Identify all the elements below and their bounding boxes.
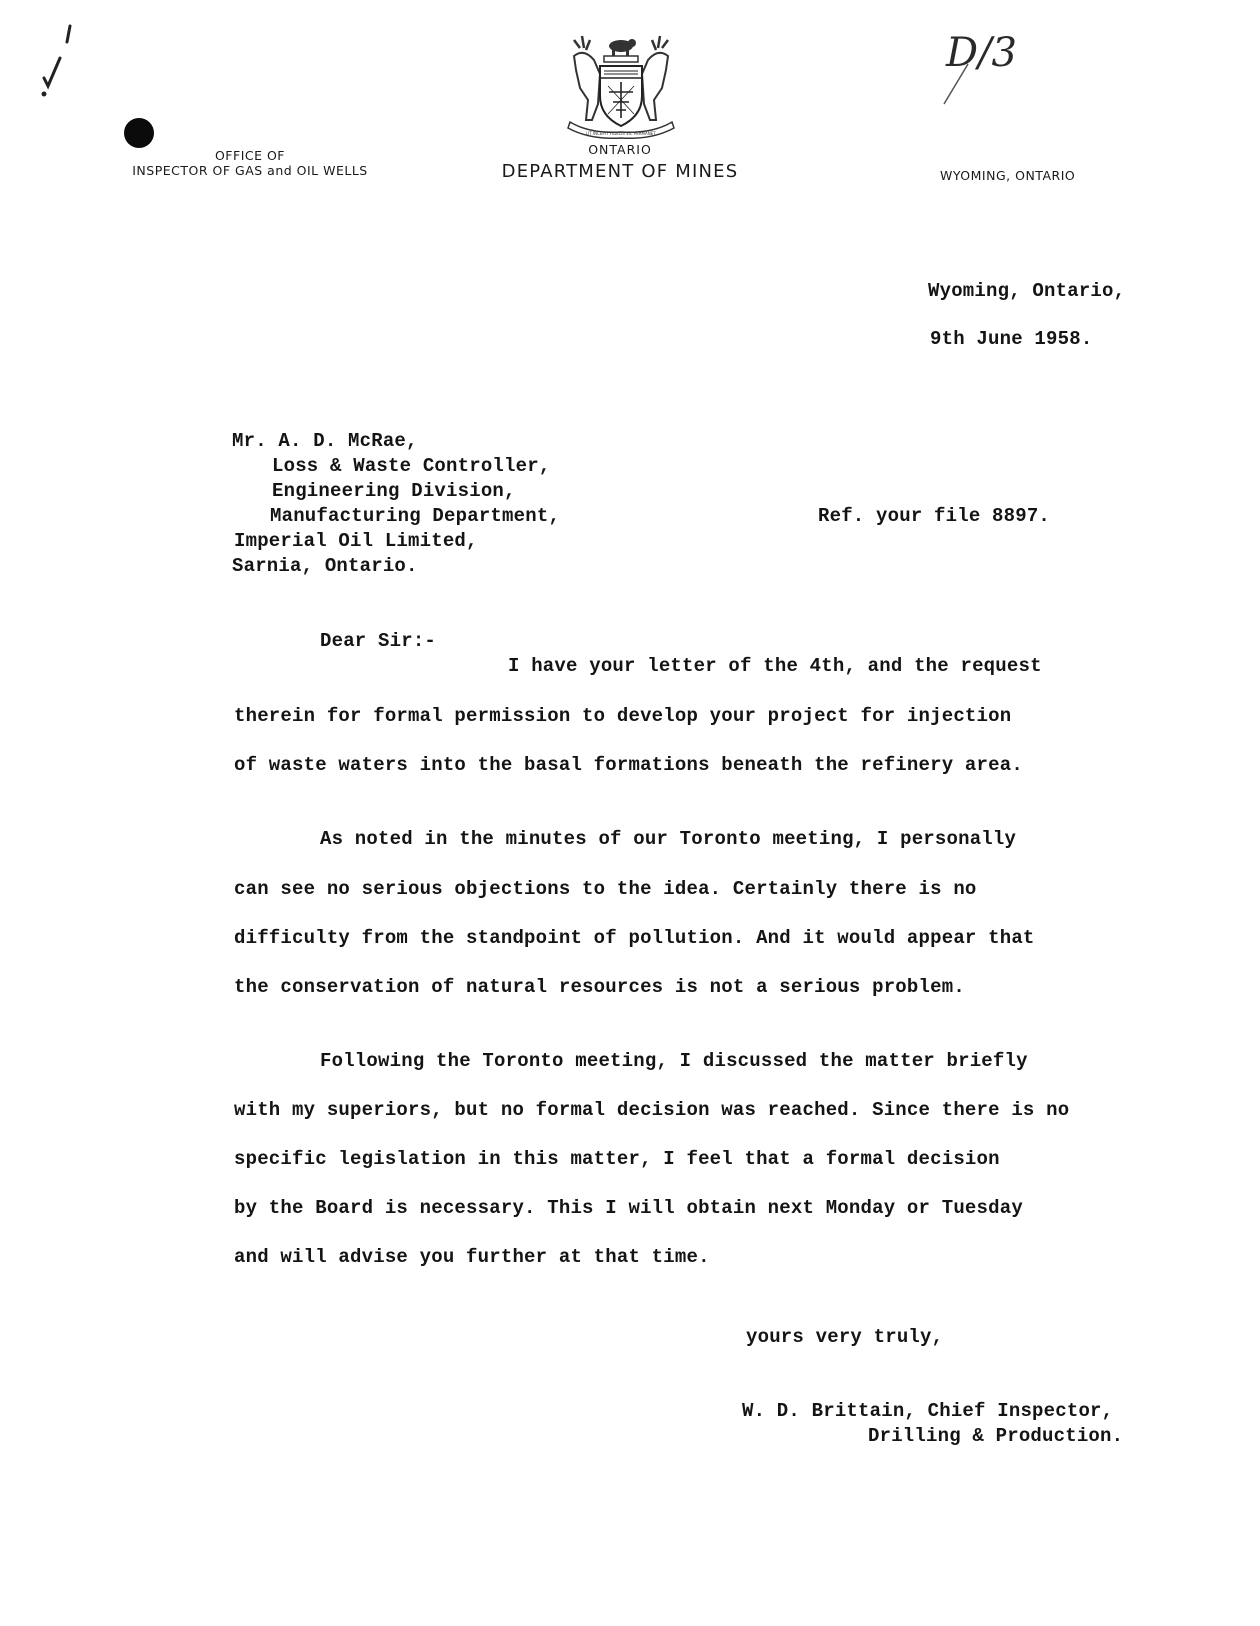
paragraph-3-line: specific legislation in this matter, I feel that a formal decision xyxy=(234,1148,1000,1170)
reference-line: Ref. your file 8897. xyxy=(818,505,1051,527)
recipient-city: Sarnia, Ontario. xyxy=(232,555,418,577)
recipient-name: Mr. A. D. McRae, xyxy=(232,430,418,452)
signature-line-1: W. D. Brittain, Chief Inspector, xyxy=(742,1400,1114,1422)
recipient-department: Manufacturing Department, xyxy=(270,505,561,527)
paragraph-2-line: difficulty from the standpoint of pollution. And it would appear that xyxy=(234,927,1035,949)
paragraph-1-line: therein for formal permission to develop your project for injection xyxy=(234,705,1012,727)
office-line-2: INSPECTOR OF GAS and OIL WELLS xyxy=(132,163,368,178)
recipient-title: Loss & Waste Controller, xyxy=(272,455,551,477)
paragraph-3-line: and will advise you further at that time. xyxy=(234,1246,710,1268)
checkmark-annotation xyxy=(34,22,84,100)
recipient-company: Imperial Oil Limited, xyxy=(234,530,478,552)
department-header xyxy=(420,142,820,182)
handwritten-file-mark: D/3 xyxy=(946,30,1017,76)
paragraph-1-line: I have your letter of the 4th, and the request xyxy=(508,655,1042,677)
ontario-coat-of-arms xyxy=(560,34,682,140)
province-label: ONTARIO xyxy=(588,142,652,157)
coat-of-arms-motto: UT INCEPIT FIDELIS SIC PERMANET xyxy=(586,131,656,136)
department-name: DEPARTMENT OF MINES xyxy=(501,161,739,182)
paragraph-2-line: the conservation of natural resources is not a serious problem. xyxy=(234,976,965,998)
paragraph-3-line: Following the Toronto meeting, I discussed the matter briefly xyxy=(320,1050,1028,1072)
paragraph-3-line: by the Board is necessary. This I will obtain next Monday or Tuesday xyxy=(234,1197,1023,1219)
letter-place: Wyoming, Ontario, xyxy=(928,280,1126,302)
punch-hole xyxy=(124,118,154,148)
letter-date: 9th June 1958. xyxy=(930,328,1093,350)
recipient-division: Engineering Division, xyxy=(272,480,516,502)
paragraph-1-line: of waste waters into the basal formations beneath the refinery area. xyxy=(234,754,1023,776)
salutation: Dear Sir:- xyxy=(320,630,437,652)
pen-stroke xyxy=(938,60,978,110)
paragraph-2-line: As noted in the minutes of our Toronto meeting, I personally xyxy=(320,828,1017,850)
location-header: WYOMING, ONTARIO xyxy=(940,168,1076,183)
signature-line-2: Drilling & Production. xyxy=(868,1425,1124,1447)
paragraph-2-line: can see no serious objections to the idea. Certainly there is no xyxy=(234,878,977,900)
office-header xyxy=(120,148,380,178)
paragraph-3-line: with my superiors, but no formal decision was reached. Since there is no xyxy=(234,1099,1070,1121)
office-line-1: OFFICE OF xyxy=(214,148,286,163)
complimentary-close: yours very truly, xyxy=(746,1326,944,1348)
